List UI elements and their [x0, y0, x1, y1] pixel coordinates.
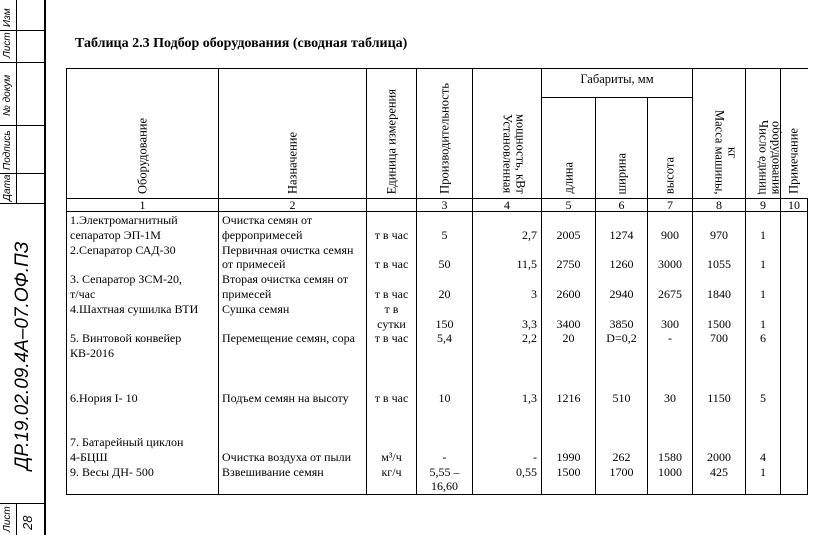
height-line	[648, 420, 692, 435]
count-line	[746, 213, 780, 228]
width-line	[596, 361, 647, 376]
purpose-line: Сушка семян	[222, 301, 290, 316]
title-block-stamp	[0, 0, 46, 535]
purpose-line: Взвешивание семян	[222, 464, 324, 479]
power-line	[476, 213, 537, 228]
height-line: 300	[661, 316, 679, 331]
mass-line: 1840	[707, 286, 731, 301]
purpose-line	[222, 405, 364, 420]
col-num: 9	[746, 199, 781, 212]
width-cell	[596, 212, 648, 495]
mass-line	[693, 213, 745, 228]
stamp-divider-bottom	[16, 503, 17, 535]
header-power: Установленная мощность, кВт	[473, 69, 542, 199]
height-line: 900	[661, 227, 679, 242]
width-line: 3850	[609, 316, 634, 331]
power-line	[476, 420, 537, 435]
unit-cell	[367, 212, 417, 495]
productivity-line: 10	[438, 390, 451, 405]
count-line: 4	[760, 449, 766, 464]
mass-line	[693, 302, 745, 317]
equipment-table	[66, 68, 808, 495]
purpose-line: от примесей	[222, 257, 286, 272]
equipment-line: 5. Винтовой конвейер	[70, 331, 182, 346]
purpose-line: Подъем семян на высоту	[222, 390, 349, 405]
stamp-cell-sheet	[0, 503, 44, 504]
table-title: Таблица 2.3 Подбор оборудования (сводная таблица)	[75, 36, 408, 51]
count-line: 1	[760, 464, 766, 479]
count-line: 1	[760, 286, 766, 301]
header-equipment: Оборудование	[67, 69, 219, 199]
mass-line	[693, 405, 745, 420]
unit-line: кг/ч	[381, 464, 402, 479]
col-num: 5	[542, 199, 596, 212]
productivity-line	[417, 213, 472, 228]
width-line	[596, 346, 647, 361]
equipment-line: 7. Батарейный циклон	[70, 434, 184, 449]
height-line: 3000	[658, 257, 682, 272]
width-line: 2940	[609, 286, 634, 301]
count-line: 1	[760, 257, 766, 272]
unit-line	[367, 243, 416, 258]
length-line	[542, 346, 595, 361]
equipment-line: 1.Электромагнитный	[70, 213, 178, 227]
mass-line	[693, 420, 745, 435]
unit-line: т в час	[374, 257, 409, 272]
purpose-line	[222, 420, 364, 435]
power-line	[476, 243, 537, 258]
width-line: 262	[612, 449, 631, 464]
power-line: 11,5	[516, 257, 537, 272]
header-count: Число единиц оборудования	[746, 69, 781, 199]
power-line: 2,2	[522, 331, 537, 346]
mass-line	[693, 376, 745, 391]
stamp-label-izm: Изм	[2, 8, 13, 27]
mass-line	[693, 272, 745, 287]
productivity-line	[417, 435, 472, 450]
purpose-line	[222, 317, 364, 332]
productivity-line	[417, 405, 472, 420]
length-line: 1990	[556, 449, 581, 464]
height-line: 1580	[658, 449, 682, 464]
length-line	[542, 376, 595, 391]
height-line	[648, 435, 692, 450]
mass-line: 1500	[707, 316, 731, 331]
productivity-line	[417, 346, 472, 361]
unit-line: сутки	[377, 316, 406, 331]
unit-line	[367, 376, 416, 391]
column-number-row	[67, 199, 808, 212]
header-purpose: Назначение	[219, 69, 367, 199]
width-line: 1700	[609, 464, 634, 479]
purpose-line: Очистка семян от	[222, 213, 313, 227]
equipment-line: 2.Сепаратор САД-30	[70, 242, 176, 257]
purpose-line: Вторая очистка семян от	[222, 272, 349, 287]
equipment-line	[70, 405, 216, 420]
purpose-line	[222, 346, 364, 361]
col-num: 8	[693, 199, 746, 212]
length-line: 20	[562, 331, 575, 346]
length-line	[542, 435, 595, 450]
power-line	[476, 302, 537, 317]
unit-line: т в	[384, 301, 399, 316]
productivity-line: 20	[438, 286, 451, 301]
width-line	[596, 243, 647, 258]
height-line: 2675	[658, 286, 682, 301]
equipment-line: 9. Весы ДН- 500	[70, 464, 154, 479]
equipment-line	[70, 317, 216, 332]
count-line	[746, 361, 780, 376]
productivity-line: 50	[438, 257, 451, 272]
sheet-number: 28	[20, 515, 35, 530]
equipment-line: 4-БЦШ	[70, 449, 108, 464]
width-line: 1260	[609, 257, 634, 272]
count-line	[746, 302, 780, 317]
equipment-line: т/час	[70, 286, 96, 301]
productivity-line	[417, 243, 472, 258]
unit-line: т в час	[374, 331, 409, 346]
productivity-line: -	[442, 449, 447, 464]
stamp-label-list: Лист	[2, 32, 13, 58]
col-num	[367, 199, 417, 212]
power-line: -	[533, 449, 537, 464]
productivity-line	[417, 272, 472, 287]
height-line	[648, 302, 692, 317]
length-line	[542, 361, 595, 376]
length-line: 1500	[556, 464, 581, 479]
purpose-cell	[219, 212, 367, 495]
length-cell	[542, 212, 596, 495]
sheet-label: Лист	[2, 506, 13, 532]
power-line	[476, 376, 537, 391]
mass-line: 970	[710, 227, 728, 242]
unit-line: т в час	[374, 286, 409, 301]
unit-line	[367, 213, 416, 228]
width-line	[596, 435, 647, 450]
width-line	[596, 376, 647, 391]
height-line	[648, 346, 692, 361]
equipment-line	[70, 257, 216, 272]
width-line	[596, 302, 647, 317]
productivity-line: 5,4	[437, 331, 452, 346]
col-num: 10	[781, 199, 808, 212]
productivity-line: 150	[435, 316, 454, 331]
purpose-line: Очистка воздуха от пыли	[222, 449, 352, 464]
width-line	[596, 272, 647, 287]
productivity-line	[417, 361, 472, 376]
power-line	[476, 435, 537, 450]
length-line	[542, 272, 595, 287]
count-line: 1	[760, 316, 766, 331]
mass-line	[693, 361, 745, 376]
length-line	[542, 213, 595, 228]
height-line: 30	[664, 390, 676, 405]
unit-line: т в час	[374, 227, 409, 242]
count-line	[746, 243, 780, 258]
equipment-line: 6.Нория I- 10	[70, 390, 138, 405]
power-cell	[473, 212, 542, 495]
equipment-line: сепаратор ЭП-1М	[70, 227, 161, 242]
count-line	[746, 435, 780, 450]
unit-line	[367, 435, 416, 450]
length-line: 2005	[556, 227, 581, 242]
purpose-line: ферропримесей	[222, 227, 303, 242]
length-line: 2750	[556, 257, 581, 272]
col-num: 2	[219, 199, 367, 212]
mass-cell	[693, 212, 746, 495]
productivity-cell	[417, 212, 473, 495]
col-num: 6	[596, 199, 648, 212]
height-line	[648, 361, 692, 376]
power-line	[476, 272, 537, 287]
width-line: 510	[612, 390, 631, 405]
header-productivity: Производительность	[417, 69, 473, 199]
width-line	[596, 420, 647, 435]
purpose-line	[222, 376, 364, 391]
length-line: 2600	[556, 286, 581, 301]
document-code: ДР.19.02.09.4А–07.ОФ.ПЗ	[12, 241, 33, 470]
height-line: -	[668, 331, 672, 346]
header-dimensions: Габариты, мм	[542, 69, 693, 98]
table-body-row	[67, 212, 808, 495]
count-line: 6	[760, 331, 766, 346]
equipment-cell	[67, 212, 219, 495]
header-note: Примечание	[781, 69, 808, 199]
mass-line	[693, 435, 745, 450]
height-line	[648, 405, 692, 420]
length-line	[542, 405, 595, 420]
equipment-line	[70, 420, 216, 435]
stamp-label-date: Дата	[2, 174, 13, 201]
count-cell	[746, 212, 781, 495]
power-line: 2,7	[522, 227, 537, 242]
unit-line	[367, 405, 416, 420]
unit-line	[367, 346, 416, 361]
productivity-line	[417, 302, 472, 317]
count-line: 5	[760, 390, 766, 405]
length-line: 3400	[556, 316, 581, 331]
mass-line	[693, 243, 745, 258]
header-length: длина	[542, 98, 596, 199]
equipment-line	[70, 361, 216, 376]
purpose-line	[222, 361, 364, 376]
col-num: 7	[648, 199, 693, 212]
purpose-line	[222, 435, 364, 450]
unit-line: т в час	[374, 390, 409, 405]
header-unit: Единица измерения	[367, 69, 417, 199]
width-line: 1274	[609, 227, 634, 242]
header-mass: Масса машины, кг	[693, 69, 746, 199]
height-line	[648, 243, 692, 258]
width-line	[596, 405, 647, 420]
mass-line: 1150	[707, 390, 731, 405]
purpose-line: примесей	[222, 286, 272, 301]
count-line	[746, 405, 780, 420]
power-line	[476, 361, 537, 376]
equipment-line: КВ-2016	[70, 346, 115, 361]
count-line	[746, 420, 780, 435]
count-line: 1	[760, 227, 766, 242]
purpose-line: Первичная очистка семян	[222, 242, 354, 257]
equipment-line: 3. Сепаратор ЗСМ-20,	[70, 272, 183, 287]
productivity-line	[417, 376, 472, 391]
height-cell	[648, 212, 693, 495]
height-line	[648, 376, 692, 391]
length-line	[542, 243, 595, 258]
unit-line	[367, 361, 416, 376]
mass-line: 1055	[707, 257, 731, 272]
length-line	[542, 302, 595, 317]
equipment-line: 4.Шахтная сушилка ВТИ	[70, 301, 199, 316]
productivity-line: 5	[441, 227, 448, 242]
col-num: 4	[473, 199, 542, 212]
count-line	[746, 272, 780, 287]
header-height: высота	[648, 98, 693, 199]
unit-line	[367, 420, 416, 435]
length-line	[542, 420, 595, 435]
mass-line: 700	[710, 331, 728, 346]
note-cell	[781, 212, 808, 495]
mass-line: 425	[710, 464, 728, 479]
width-line: D=0,2	[606, 331, 637, 346]
header-width: ширина	[596, 98, 648, 199]
unit-line	[367, 272, 416, 287]
equipment-line	[70, 376, 216, 391]
count-line	[746, 376, 780, 391]
unit-line: м³/ч	[381, 449, 402, 464]
mass-line	[693, 346, 745, 361]
power-line	[476, 405, 537, 420]
height-line	[648, 272, 692, 287]
length-line: 1216	[556, 390, 581, 405]
width-line	[596, 213, 647, 228]
purpose-line: Перемещение семян, сора	[222, 331, 355, 346]
height-line	[648, 213, 692, 228]
power-line: 0,55	[516, 464, 537, 479]
productivity-line	[417, 420, 472, 435]
col-num: 1	[67, 199, 219, 212]
count-line	[746, 346, 780, 361]
power-line: 3	[531, 286, 537, 301]
power-line: 1,3	[522, 390, 537, 405]
col-num: 3	[417, 199, 473, 212]
stamp-label-sign: Подпись	[2, 130, 13, 170]
productivity-line: 16,60	[431, 479, 458, 494]
height-line: 1000	[658, 464, 682, 479]
mass-line: 2000	[707, 449, 731, 464]
stamp-label-doc: № докум	[2, 74, 13, 116]
power-line	[476, 346, 537, 361]
power-line: 3,3	[522, 316, 537, 331]
productivity-line: 5,55 –	[429, 464, 460, 479]
